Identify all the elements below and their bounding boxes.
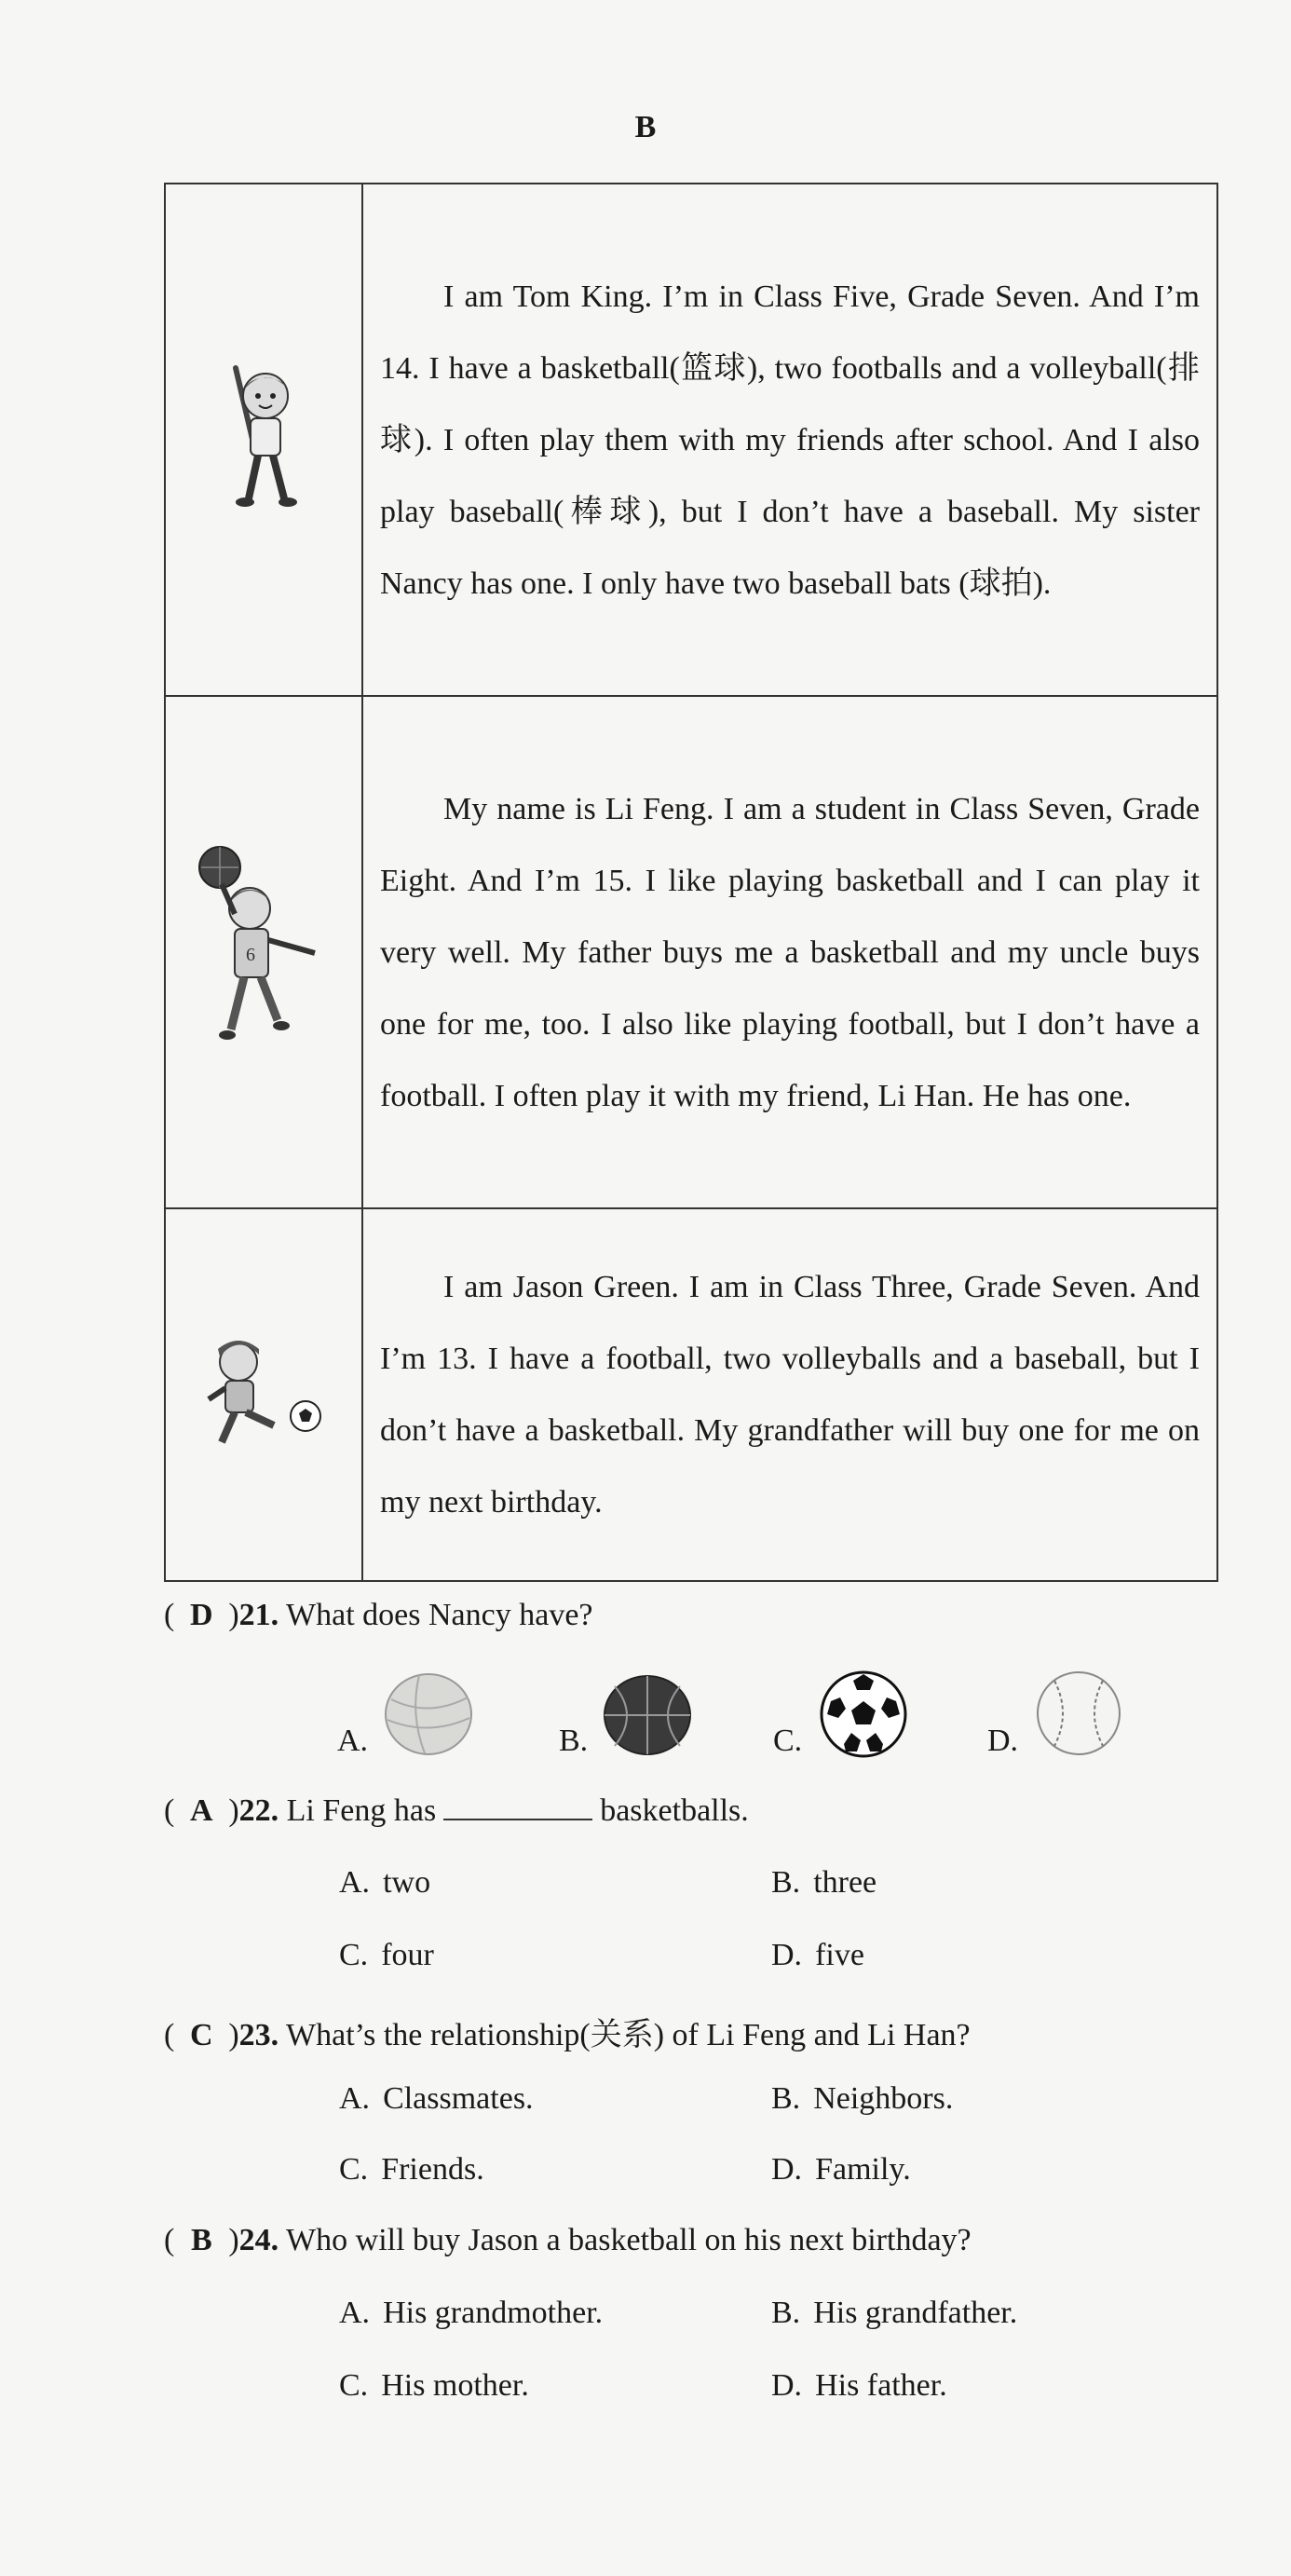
- boy-with-baseball-bat-illustration: [208, 359, 319, 517]
- question-text-after: basketballs.: [600, 1793, 749, 1828]
- option-label: A.: [339, 2081, 371, 2116]
- passage-picture-cell: [165, 696, 362, 1208]
- paren-open: (: [164, 1793, 175, 1828]
- answer-21: D: [190, 1598, 213, 1632]
- option-21-a-label: A.: [337, 1724, 369, 1758]
- option-21-d-label: D.: [987, 1724, 1019, 1758]
- answer-24: B: [190, 2223, 212, 2257]
- option-text: Neighbors.: [813, 2081, 954, 2116]
- baseball-icon: [1034, 1670, 1123, 1757]
- option-label: B.: [771, 2296, 801, 2330]
- option-label: D.: [771, 1938, 803, 1972]
- question-text: Who will buy Jason a basketball on his next birthday?: [286, 2223, 972, 2257]
- passage-row: [165, 696, 1217, 1208]
- option-21-c-label: C.: [773, 1724, 803, 1758]
- boy-kicking-football-illustration: [194, 1332, 333, 1453]
- basketball-icon: [602, 1673, 693, 1757]
- passage-row: [165, 184, 1217, 696]
- question-text-before: Li Feng has: [286, 1793, 437, 1828]
- question-number: 22.: [238, 1793, 279, 1828]
- option-23-a: [339, 2081, 534, 2117]
- paren-close: ): [228, 2223, 239, 2257]
- question-text: What does Nancy have?: [286, 1598, 593, 1632]
- paren-close: ): [228, 1598, 239, 1632]
- option-24-a: [339, 2296, 603, 2331]
- option-label: C.: [339, 1938, 369, 1972]
- option-22-c: [339, 1938, 434, 1973]
- option-text: Family.: [815, 2152, 911, 2187]
- answer-blank: [443, 1794, 592, 1820]
- paren-close: ): [228, 2018, 239, 2052]
- option-text: His grandmother.: [383, 2296, 604, 2330]
- question-text: What’s the relationship(关系) of Li Feng and Li Han?: [286, 2018, 971, 2052]
- option-label: C.: [339, 2368, 369, 2403]
- question-number: 24.: [238, 2223, 279, 2257]
- option-text: four: [381, 1938, 434, 1972]
- question-number: 21.: [238, 1598, 279, 1632]
- question-22: [164, 1793, 749, 1829]
- option-text: Classmates.: [383, 2081, 534, 2116]
- option-23-b: [771, 2081, 953, 2117]
- option-23-d: [771, 2152, 911, 2188]
- passage-text-cell: [362, 184, 1217, 696]
- passage-row: [165, 1208, 1217, 1581]
- option-text: His mother.: [381, 2368, 529, 2403]
- paren-open: (: [164, 2223, 175, 2257]
- option-text: two: [383, 1865, 431, 1900]
- option-label: D.: [771, 2368, 803, 2403]
- option-label: B.: [771, 1865, 801, 1900]
- volleyball-icon: [382, 1671, 475, 1757]
- option-text: His father.: [815, 2368, 947, 2403]
- question-24: [164, 2223, 972, 2258]
- option-text: three: [813, 1865, 877, 1900]
- boy-with-basketball-illustration: [194, 843, 333, 1057]
- passage-text-cell: [362, 696, 1217, 1208]
- option-24-d: [771, 2368, 947, 2404]
- option-label: B.: [771, 2081, 801, 2116]
- answer-22: A: [190, 1793, 213, 1828]
- option-label: C.: [339, 2152, 369, 2187]
- passage-text: I am Tom King. I’m in Class Five, Grade Seven. And I’m 14. I have a basketball(篮球), two footballs and a volleyball(排球). I often play them with my friends after school. And I also play baseball(棒球), but I don’t have a baseball. My sister Nancy has one. I only have two baseball bats (球拍).: [380, 279, 1200, 601]
- passage-picture-cell: [165, 184, 362, 696]
- paren-open: (: [164, 1598, 175, 1632]
- answer-23: C: [190, 2018, 213, 2052]
- option-22-a: [339, 1865, 430, 1901]
- passage-text: My name is Li Feng. I am a student in Class Seven, Grade Eight. And I’m 15. I like playing basketball and I can play it very well. My father buys me a basketball and my uncle buys one for me, too. I also like playing football, but I don’t have a football. I often play it with my friend, Li Han. He has one.: [380, 791, 1200, 1113]
- paren-open: (: [164, 2018, 175, 2052]
- option-label: A.: [339, 2296, 371, 2330]
- option-label: A.: [339, 1865, 371, 1900]
- paren-close: ): [228, 1793, 239, 1828]
- question-21: [164, 1598, 593, 1633]
- option-21-b-label: B.: [559, 1724, 589, 1758]
- football-icon: [818, 1670, 909, 1759]
- option-text: Friends.: [381, 2152, 484, 2187]
- option-24-c: [339, 2368, 529, 2404]
- svg-text:6: 6: [246, 944, 255, 965]
- passage-text: I am Jason Green. I am in Class Three, Grade Seven. And I’m 13. I have a football, two volleyballs and a baseball, but I don’t have a basketball. My grandfather will buy one for me on my next birthday.: [380, 1270, 1200, 1520]
- option-text: five: [815, 1938, 864, 1972]
- passage-text-cell: [362, 1208, 1217, 1581]
- option-22-d: [771, 1938, 864, 1973]
- option-text: His grandfather.: [813, 2296, 1018, 2330]
- question-number: 23.: [238, 2018, 279, 2052]
- passage-table: [164, 183, 1218, 1582]
- option-label: D.: [771, 2152, 803, 2187]
- passage-picture-cell: [165, 1208, 362, 1581]
- option-24-b: [771, 2296, 1017, 2331]
- option-22-b: [771, 1865, 877, 1901]
- section-title: B: [634, 110, 657, 144]
- question-23: [164, 2009, 971, 2054]
- option-23-c: [339, 2152, 484, 2188]
